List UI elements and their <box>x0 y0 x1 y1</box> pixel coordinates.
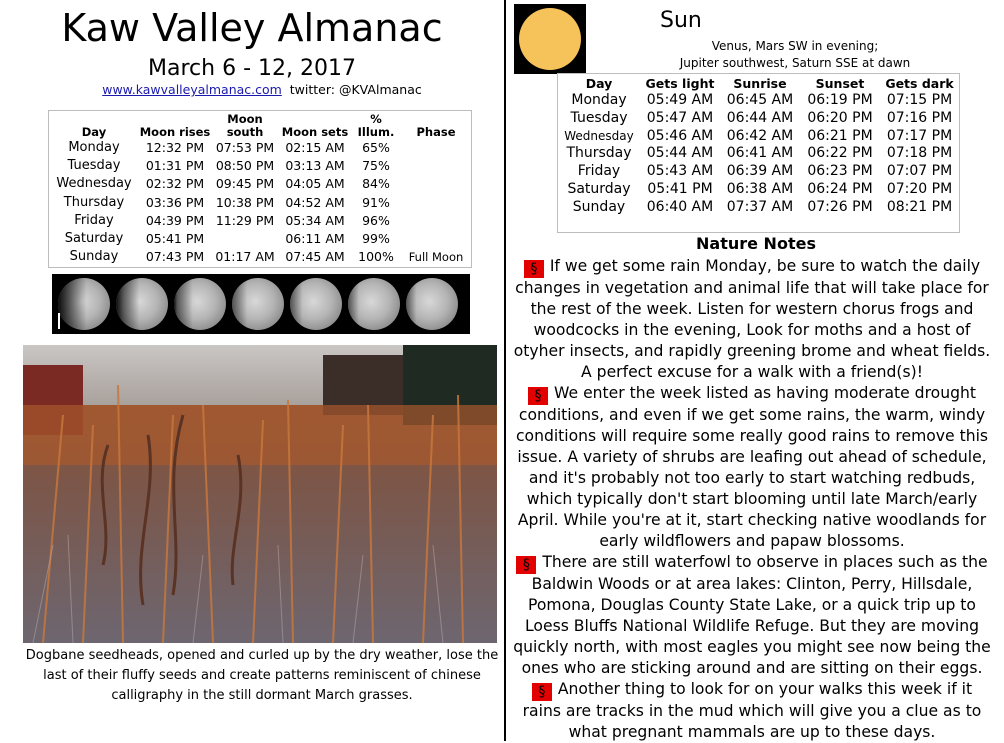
sun-cell-day: Tuesday <box>570 109 628 126</box>
moon-cell-illum: 75% <box>362 158 390 174</box>
moon-cell-illum: 84% <box>362 176 390 192</box>
sun-table-row <box>558 128 959 146</box>
moon-table-row <box>49 194 471 212</box>
moon-strip-marker <box>58 313 60 329</box>
moon-cell-day: Sunday <box>69 249 119 265</box>
moon-cell-phase <box>401 230 471 248</box>
sun-cell-day: Sunday <box>572 198 626 215</box>
moon-cell-day: Saturday <box>64 231 124 247</box>
sun-table-row <box>558 145 959 163</box>
section-marker-icon: § <box>524 260 544 278</box>
moon-cell-illum: 100% <box>358 249 394 265</box>
moon-cell-day: Tuesday <box>67 158 121 174</box>
sun-cell-set: 06:19 PM <box>807 92 873 108</box>
section-marker-icon: § <box>516 556 536 574</box>
sun-cell-set: 06:23 PM <box>807 163 873 180</box>
moon-cell-south <box>211 230 279 248</box>
moon-cell-day: Monday <box>68 140 120 155</box>
sun-table <box>557 73 960 233</box>
sun-cell-dark: 07:17 PM <box>886 127 953 144</box>
planets-note: Venus, Mars SW in evening; Jupiter southwest, Saturn SSE at dawn <box>679 39 911 70</box>
sun-table-row <box>558 199 959 217</box>
moon-table-row <box>49 212 471 230</box>
col-gets-light: Gets light <box>645 76 715 91</box>
moon-phase-icon <box>174 278 226 330</box>
sun-cell-day: Monday <box>571 92 627 108</box>
dogbane-grass-photo <box>23 345 497 643</box>
moon-cell-phase <box>401 175 471 193</box>
moon-cell-sets: 06:11 AM <box>285 231 345 247</box>
col-sunset: Sunset <box>815 76 865 91</box>
moon-cell-day: Thursday <box>63 194 125 210</box>
sun-cell-rise: 06:44 AM <box>726 109 794 126</box>
column-divider <box>504 0 506 741</box>
sun-cell-dark: 07:07 PM <box>886 163 953 180</box>
moon-phase-icon <box>290 278 342 330</box>
moon-phase-strip <box>52 274 470 334</box>
sun-cell-day: Wednesday <box>564 128 634 143</box>
moon-table-row <box>49 248 471 266</box>
sun-heading: Sun <box>660 8 702 33</box>
moon-cell-south: 01:17 AM <box>215 249 275 265</box>
moon-cell-sets: 07:45 AM <box>285 249 345 265</box>
moon-phase-icon <box>58 278 110 330</box>
sun-image <box>514 4 586 74</box>
moon-cell-sets: 05:34 AM <box>285 212 345 228</box>
sun-cell-light: 05:43 AM <box>646 163 714 180</box>
moon-phase-icon <box>406 278 458 330</box>
col-sun-day: Day <box>585 76 613 91</box>
moon-cell-rises: 12:32 PM <box>145 140 205 155</box>
sun-cell-rise: 06:38 AM <box>726 180 794 197</box>
sun-cell-rise: 06:45 AM <box>726 92 794 108</box>
col-gets-dark: Gets dark <box>885 76 954 91</box>
nature-notes-title: Nature Notes <box>696 234 816 253</box>
note-paragraph: § There are still waterfowl to observe in places such as the Baldwin Woods or at area lakes: Clinton, Perry, Hillsdale, Pomona, Douglas County State Lake, or a quick trip up to Loess Bluffs National Wildlife Refuge. But they are moving quickly north, with most eagles you might see now being the ones who are sticking around and are sitting on their eggs. <box>513 553 991 677</box>
sun-cell-day: Saturday <box>567 180 631 197</box>
sun-cell-set: 07:26 PM <box>807 198 873 215</box>
moon-cell-rises: 07:43 PM <box>145 249 205 265</box>
sun-cell-day: Friday <box>577 163 621 180</box>
note-paragraph: § Another thing to look for on your walks this week if it rains are tracks in the mud which will give you a clue as to what pregnant mammals are up to these days. <box>522 680 982 741</box>
moon-phase-icon <box>348 278 400 330</box>
sun-cell-light: 05:46 AM <box>646 127 714 144</box>
col-day: Day <box>81 125 107 139</box>
moon-table-row <box>49 230 471 248</box>
moon-cell-sets: 04:05 AM <box>285 176 345 192</box>
moon-cell-day: Friday <box>74 212 114 228</box>
sun-table-row <box>558 92 959 110</box>
moon-cell-south: 10:38 PM <box>215 194 275 210</box>
moon-phase-icon <box>232 278 284 330</box>
moon-cell-phase <box>401 139 471 157</box>
sun-cell-dark: 07:16 PM <box>886 109 953 126</box>
moon-table-row <box>49 157 471 175</box>
moon-cell-south: 08:50 PM <box>215 158 275 174</box>
sun-cell-set: 06:24 PM <box>807 180 873 197</box>
website-link[interactable]: www.kawvalleyalmanac.com <box>102 82 282 97</box>
moon-cell-phase: Full Moon <box>408 250 464 265</box>
sun-cell-light: 06:40 AM <box>646 198 714 215</box>
moon-cell-sets: 02:15 AM <box>285 140 345 155</box>
sun-cell-rise: 06:39 AM <box>726 163 794 180</box>
note-paragraph: § If we get some rain Monday, be sure to watch the daily changes in vegetation and animal life that will take place for the rest of the week. Listen for western chorus frogs and woodcocks in the evening, Look for moths and a host of otyher insects, and rapidly greening brome and wheat fields. A perfect excuse for a walk with a friend(s)! <box>513 257 991 381</box>
note-paragraph: § We enter the week listed as having moderate drought conditions, and even if we get some rains, the warm, windy conditions will require some really good rains to remove this issue. A variety of shrubs are leafing out ahead of schedule, and it's probably not too early to start watching redbuds, which typically don't start blooming until late March/early April. While you're at it, start checking native woodlands for early wildflowers and papaw blossoms. <box>515 384 989 550</box>
sun-cell-rise: 06:41 AM <box>726 145 794 162</box>
page-title: Kaw Valley Almanac <box>61 6 443 50</box>
moon-cell-rises: 01:31 PM <box>145 158 205 174</box>
moon-cell-illum: 99% <box>362 231 390 247</box>
sun-cell-set: 06:21 PM <box>807 127 873 144</box>
col-illumination: % Illum. <box>357 112 395 139</box>
sun-cell-light: 05:47 AM <box>646 109 714 126</box>
sun-cell-set: 06:20 PM <box>807 109 873 126</box>
moon-cell-rises: 03:36 PM <box>145 194 205 210</box>
moon-cell-rises: 02:32 PM <box>145 176 205 192</box>
sun-cell-day: Thursday <box>566 145 632 162</box>
col-moon-south: Moon south <box>226 112 264 139</box>
moon-cell-illum: 65% <box>362 140 390 155</box>
moon-cell-south: 11:29 PM <box>215 212 275 228</box>
moon-cell-phase <box>401 212 471 230</box>
moon-table-row <box>49 175 471 193</box>
date-range: March 6 - 12, 2017 <box>148 56 356 81</box>
moon-cell-sets: 03:13 AM <box>285 158 345 174</box>
sun-cell-dark: 08:21 PM <box>886 198 953 215</box>
moon-cell-day: Wednesday <box>56 176 132 192</box>
sun-cell-dark: 07:15 PM <box>886 92 953 108</box>
sun-cell-set: 06:22 PM <box>807 145 873 162</box>
sun-cell-light: 05:41 PM <box>647 180 713 197</box>
sun-cell-rise: 06:42 AM <box>726 127 794 144</box>
moon-cell-phase <box>401 194 471 212</box>
col-moon-sets: Moon sets <box>281 125 349 139</box>
sun-table-row <box>558 110 959 128</box>
moon-cell-rises: 05:41 PM <box>145 231 205 247</box>
moon-cell-sets: 04:52 AM <box>285 194 345 210</box>
moon-cell-illum: 96% <box>362 212 390 228</box>
section-marker-icon: § <box>528 387 548 405</box>
photo-caption: Dogbane seedheads, opened and curled up by the dry weather, lose the last of their fluffy seeds and create patterns reminiscent of chinese calligraphy in the still dormant March grasses. <box>25 648 499 703</box>
moon-cell-illum: 91% <box>362 194 390 210</box>
sun-table-row <box>558 181 959 199</box>
col-moon-rises: Moon rises <box>139 125 211 139</box>
moon-cell-rises: 04:39 PM <box>145 212 205 228</box>
contact-line <box>0 82 524 97</box>
sun-table-row <box>558 163 959 181</box>
sun-cell-rise: 07:37 AM <box>726 198 794 215</box>
moon-cell-phase <box>401 157 471 175</box>
nature-notes <box>512 256 992 743</box>
sun-cell-light: 05:49 AM <box>646 92 714 108</box>
sun-disc-icon <box>519 8 581 70</box>
col-phase: Phase <box>416 125 456 139</box>
moon-cell-south: 07:53 PM <box>215 140 275 155</box>
col-sunrise: Sunrise <box>733 76 787 91</box>
twitter-handle: twitter: @KVAlmanac <box>289 82 422 97</box>
sun-cell-light: 05:44 AM <box>646 145 714 162</box>
moon-phase-icon <box>116 278 168 330</box>
moon-table <box>48 110 472 268</box>
moon-cell-south: 09:45 PM <box>215 176 275 192</box>
section-marker-icon: § <box>532 683 552 701</box>
sun-cell-dark: 07:18 PM <box>886 145 953 162</box>
sun-cell-dark: 07:20 PM <box>886 180 953 197</box>
moon-table-row <box>49 139 471 157</box>
